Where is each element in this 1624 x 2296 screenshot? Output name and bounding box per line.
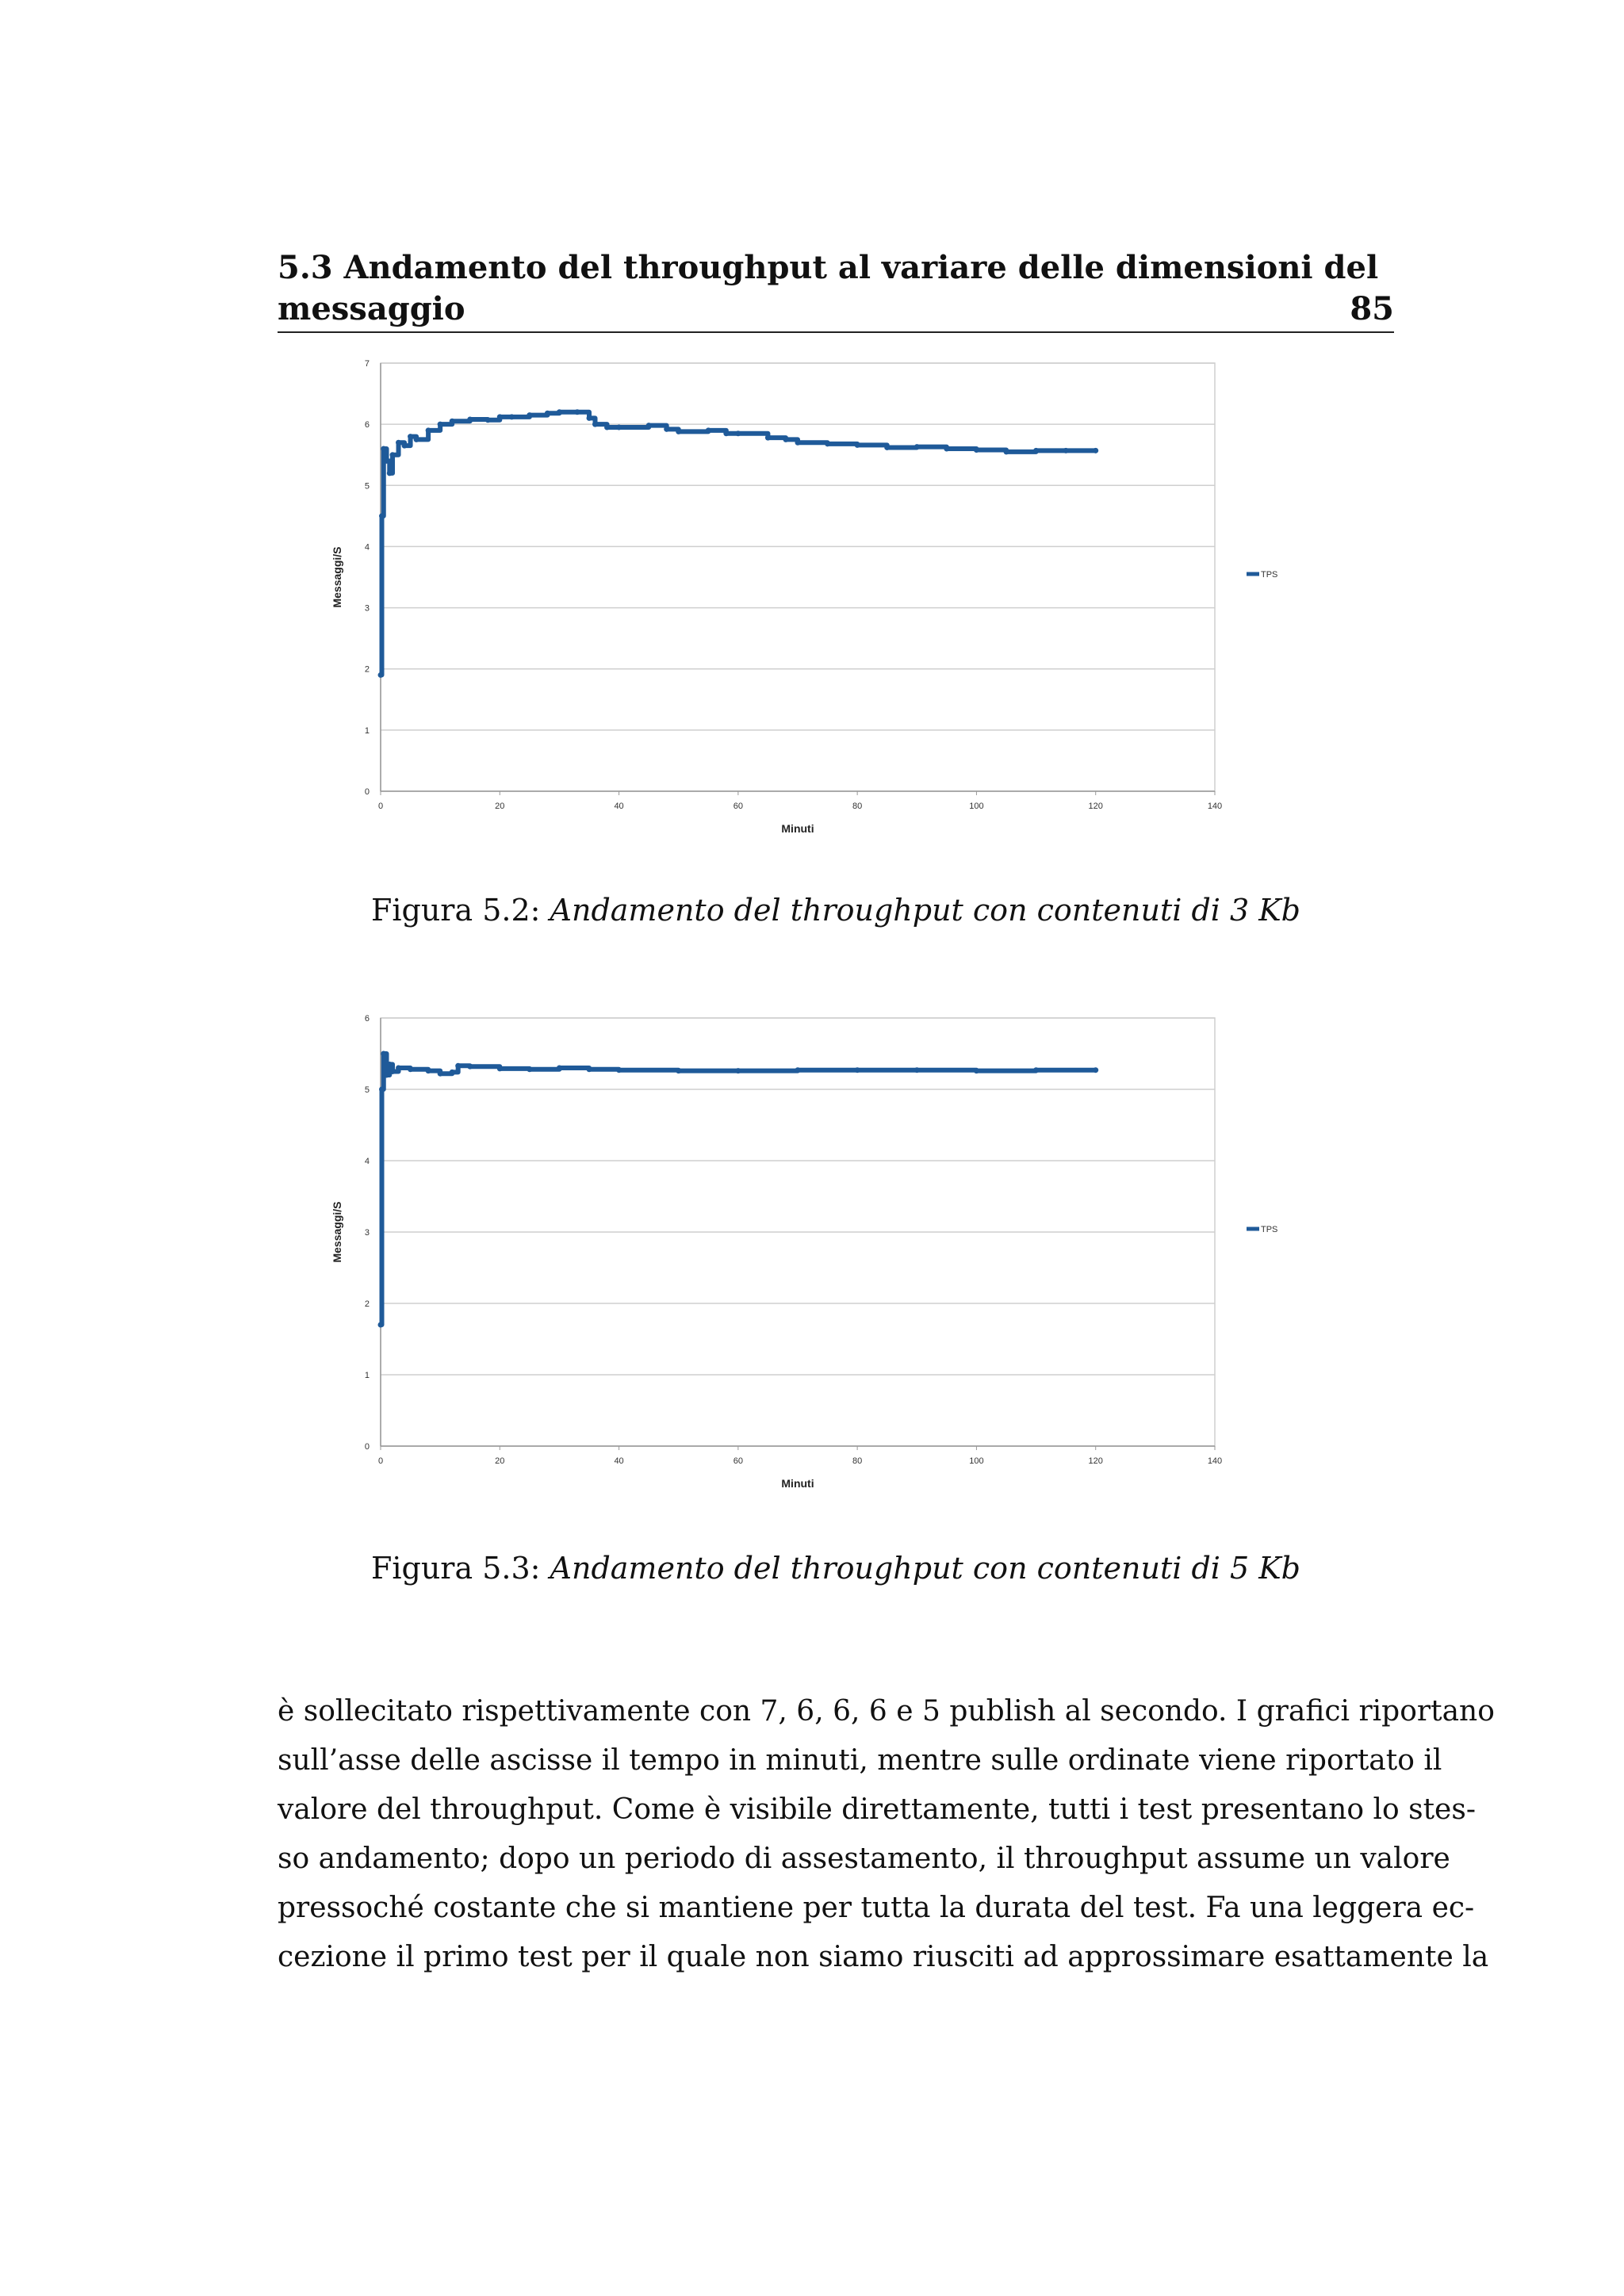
data-point xyxy=(974,1068,979,1073)
data-point xyxy=(497,1066,503,1071)
data-point xyxy=(1033,448,1039,453)
y-tick-label: 4 xyxy=(364,1157,370,1166)
caption-label: Figura 5.2: xyxy=(370,893,541,928)
body-line: valore del throughput. Come è visibile direttamente, tutti i test presentano lo stes- xyxy=(278,1793,1476,1826)
data-point xyxy=(855,1067,860,1073)
y-tick-label: 6 xyxy=(364,1014,370,1024)
data-point xyxy=(557,1066,562,1071)
x-tick-label: 40 xyxy=(614,802,624,811)
data-point xyxy=(455,1063,461,1069)
data-point xyxy=(723,430,729,436)
throughput-chart-5kb xyxy=(317,1004,1308,1519)
data-point xyxy=(1063,448,1069,453)
header-rule xyxy=(278,331,1394,333)
caption-title: Andamento del throughput con contenuti di 3 Kb xyxy=(550,893,1300,928)
data-point xyxy=(467,1064,473,1070)
x-tick-label: 100 xyxy=(969,1456,984,1466)
data-point xyxy=(676,1068,681,1073)
data-point xyxy=(914,1067,920,1073)
data-point xyxy=(381,446,386,452)
data-point xyxy=(1004,449,1009,454)
data-point xyxy=(390,452,396,457)
x-tick-label: 20 xyxy=(495,1456,505,1466)
data-point xyxy=(527,1066,532,1072)
x-tick-label: 20 xyxy=(495,802,505,811)
data-point xyxy=(587,1066,592,1072)
data-point xyxy=(527,412,532,418)
data-point xyxy=(604,425,610,430)
data-point xyxy=(379,513,385,519)
data-point xyxy=(1093,1067,1098,1073)
data-point xyxy=(616,425,622,430)
x-tick-label: 120 xyxy=(1088,802,1103,811)
throughput-chart-3kb xyxy=(317,349,1308,864)
y-tick-label: 5 xyxy=(364,481,370,492)
x-tick-label: 60 xyxy=(733,1456,743,1466)
data-point xyxy=(855,442,860,448)
figure-5-2-caption xyxy=(278,893,1394,928)
data-point xyxy=(795,1067,801,1073)
data-point xyxy=(381,1051,386,1057)
data-point xyxy=(765,435,771,441)
x-tick-label: 80 xyxy=(852,1456,863,1466)
data-point xyxy=(587,415,592,421)
data-point xyxy=(557,409,562,415)
y-tick-label: 7 xyxy=(364,359,370,369)
x-tick-label: 100 xyxy=(969,802,984,811)
data-point xyxy=(1093,448,1098,453)
x-tick-label: 120 xyxy=(1088,1456,1103,1466)
data-point xyxy=(378,672,384,678)
page-number: 85 xyxy=(1350,290,1394,327)
data-point xyxy=(676,429,681,434)
data-point xyxy=(1033,1067,1039,1073)
y-tick-label: 3 xyxy=(364,1228,370,1238)
data-point xyxy=(616,1067,622,1073)
y-tick-label: 3 xyxy=(364,603,370,614)
x-axis-label: Minuti xyxy=(781,1477,814,1490)
figure-5-3-caption xyxy=(278,1551,1394,1586)
data-point xyxy=(884,445,890,450)
data-point xyxy=(387,470,393,476)
data-point xyxy=(783,437,788,442)
data-point xyxy=(509,414,515,419)
data-point xyxy=(944,446,949,452)
figure-5-3-chart xyxy=(317,1004,1308,1519)
data-point xyxy=(467,416,473,422)
body-line: è sollecitato rispettivamente con 7, 6, 6, 6 e 5 publish al secondo. I grafici riportano xyxy=(278,1695,1495,1728)
data-point xyxy=(390,1069,396,1074)
x-tick-label: 40 xyxy=(614,1456,624,1466)
body-line: pressoché costante che si mantiene per tutta la durata del test. Fa una leggera ec- xyxy=(278,1892,1475,1924)
data-point xyxy=(426,427,431,433)
y-axis-label: Messaggi/S xyxy=(331,546,343,608)
data-point xyxy=(646,423,652,428)
y-tick-label: 2 xyxy=(364,664,370,675)
x-tick-label: 140 xyxy=(1207,1456,1223,1466)
y-tick-label: 1 xyxy=(364,1371,370,1380)
x-tick-label: 0 xyxy=(377,802,384,811)
y-tick-label: 5 xyxy=(364,1085,370,1095)
data-point xyxy=(384,1073,389,1078)
data-point xyxy=(735,1068,741,1073)
y-tick-label: 0 xyxy=(364,1442,370,1452)
caption-title: Andamento del throughput con contenuti di 5 Kb xyxy=(550,1551,1300,1586)
data-point xyxy=(450,419,455,424)
data-point xyxy=(974,447,979,453)
data-point xyxy=(706,427,711,433)
x-tick-label: 0 xyxy=(377,1456,384,1466)
data-point xyxy=(396,440,401,446)
x-tick-label: 80 xyxy=(852,802,863,811)
x-tick-label: 60 xyxy=(733,802,743,811)
running-header xyxy=(278,247,1394,330)
data-point xyxy=(396,1066,401,1071)
data-point xyxy=(426,1068,431,1073)
data-point xyxy=(664,427,669,432)
header-section-title-line1: 5.3 Andamento del throughput al variare delle dimensioni del xyxy=(278,249,1379,286)
data-point xyxy=(402,443,408,449)
data-point xyxy=(825,441,830,446)
data-point xyxy=(387,1062,393,1067)
data-point xyxy=(497,414,503,419)
body-line: so andamento; dopo un periodo di assestamento, il throughput assume un valore xyxy=(278,1843,1450,1875)
data-point xyxy=(384,458,389,464)
data-point xyxy=(735,430,741,436)
body-line: cezione il primo test per il quale non siamo riusciti ad approssimare esattamente la xyxy=(278,1941,1489,1973)
y-tick-label: 2 xyxy=(364,1299,370,1309)
data-point xyxy=(592,422,598,427)
data-point xyxy=(574,409,580,415)
data-point xyxy=(795,440,801,446)
data-point xyxy=(414,437,419,442)
caption-label: Figura 5.3: xyxy=(370,1551,541,1586)
data-point xyxy=(485,417,491,423)
y-tick-label: 4 xyxy=(364,542,370,553)
data-point xyxy=(378,1322,384,1328)
data-point xyxy=(450,1070,455,1075)
data-point xyxy=(545,411,550,416)
body-line: sull’asse delle ascisse il tempo in minuti, mentre sulle ordinate viene riportato il xyxy=(278,1744,1442,1777)
body-paragraph xyxy=(278,1687,1495,1982)
data-point xyxy=(438,422,443,427)
y-tick-label: 0 xyxy=(364,787,370,797)
y-tick-label: 1 xyxy=(364,725,370,736)
data-point xyxy=(408,434,413,439)
data-point xyxy=(408,1066,413,1072)
y-tick-label: 6 xyxy=(364,420,370,430)
x-axis-label: Minuti xyxy=(781,822,814,835)
x-tick-label: 140 xyxy=(1207,802,1223,811)
header-section-title-line2: messaggio xyxy=(278,290,465,327)
data-point xyxy=(914,444,920,450)
data-point xyxy=(438,1071,443,1077)
figure-5-2-chart xyxy=(317,349,1308,864)
legend-label: TPS xyxy=(1261,570,1278,580)
plot-area xyxy=(381,363,1215,791)
legend-label: TPS xyxy=(1261,1225,1278,1234)
y-axis-label: Messaggi/S xyxy=(331,1201,343,1263)
data-point xyxy=(379,1087,385,1093)
